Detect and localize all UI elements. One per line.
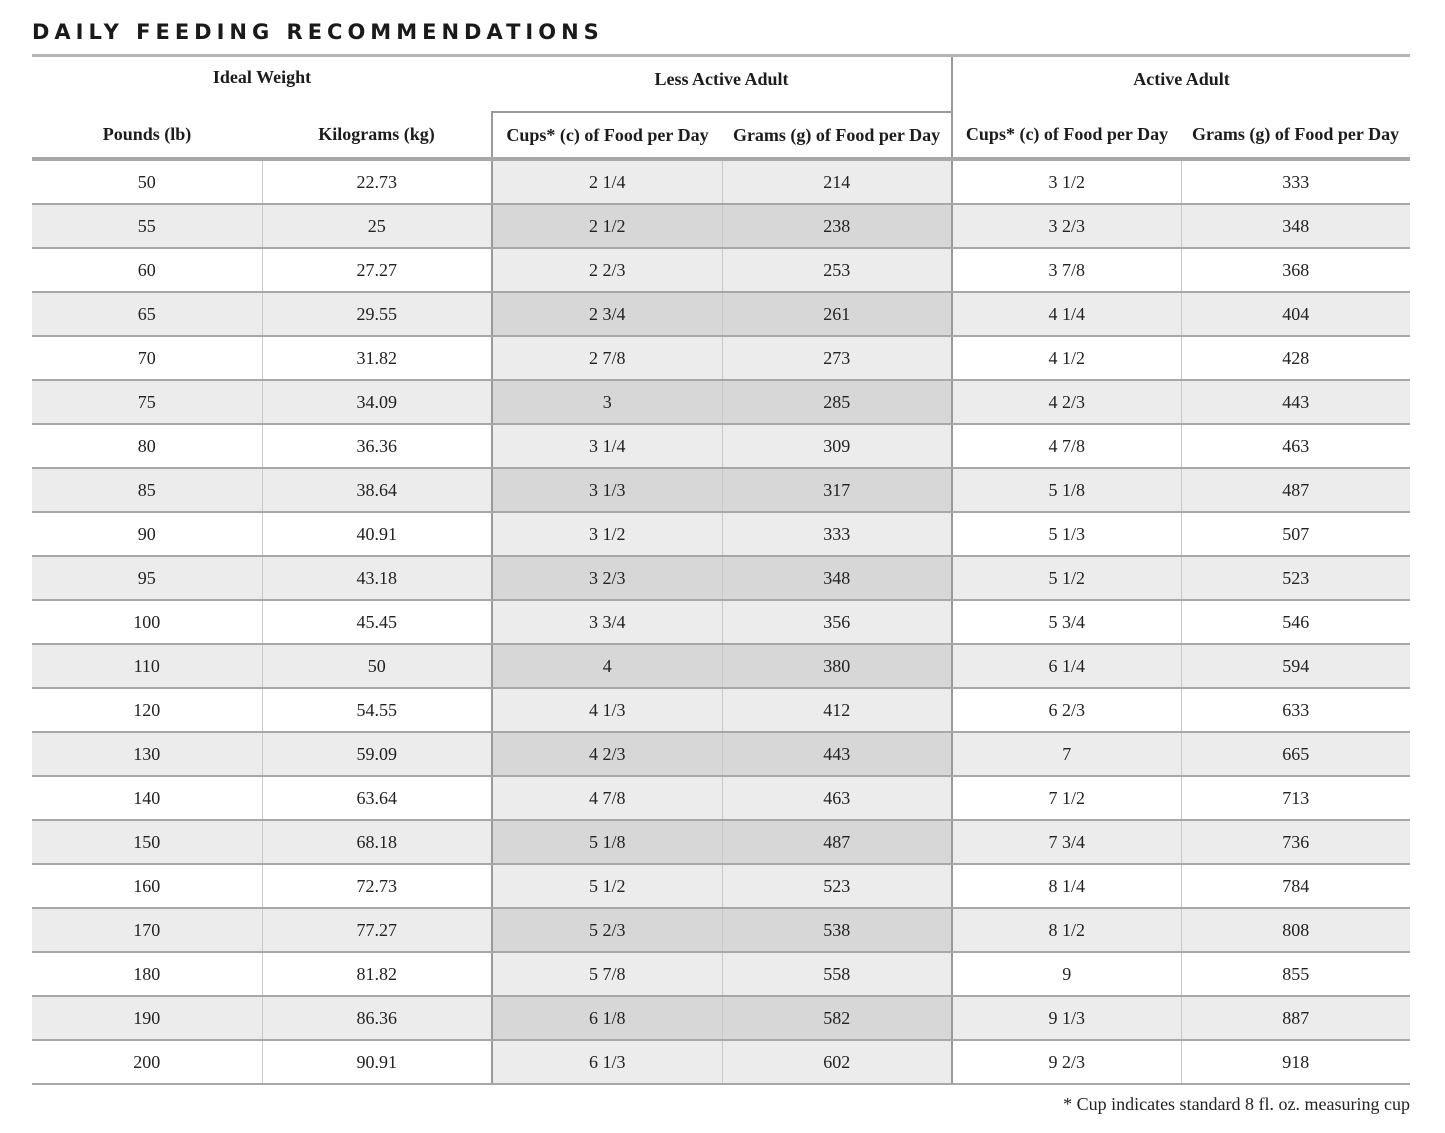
- cell-kilograms: 43.18: [262, 556, 492, 600]
- cell-active-grams: 487: [1181, 468, 1410, 512]
- column-header-less-active-cups: Cups* (c) of Food per Day: [492, 112, 722, 159]
- table-row: [32, 996, 1410, 1040]
- cell-active-cups: 5 3/4: [952, 600, 1181, 644]
- cell-less-active-grams: 523: [722, 864, 952, 908]
- cell-less-active-grams: 348: [722, 556, 952, 600]
- table-row: [32, 336, 1410, 380]
- cell-less-active-cups: 4 7/8: [492, 776, 722, 820]
- cell-kilograms: 36.36: [262, 424, 492, 468]
- cell-less-active-cups: 3 3/4: [492, 600, 722, 644]
- cell-active-cups: 5 1/3: [952, 512, 1181, 556]
- cell-less-active-cups: 2 2/3: [492, 248, 722, 292]
- table-row: [32, 424, 1410, 468]
- cell-pounds: 85: [32, 468, 262, 512]
- cell-active-cups: 6 1/4: [952, 644, 1181, 688]
- cell-kilograms: 34.09: [262, 380, 492, 424]
- table-row: [32, 908, 1410, 952]
- cell-kilograms: 54.55: [262, 688, 492, 732]
- cell-less-active-grams: 582: [722, 996, 952, 1040]
- cell-active-grams: 784: [1181, 864, 1410, 908]
- cell-pounds: 190: [32, 996, 262, 1040]
- cell-active-grams: 887: [1181, 996, 1410, 1040]
- cell-less-active-grams: 285: [722, 380, 952, 424]
- table-row: [32, 159, 1410, 204]
- cell-active-grams: 368: [1181, 248, 1410, 292]
- cell-kilograms: 25: [262, 204, 492, 248]
- cell-kilograms: 72.73: [262, 864, 492, 908]
- cell-kilograms: 86.36: [262, 996, 492, 1040]
- cell-active-cups: 5 1/8: [952, 468, 1181, 512]
- cell-less-active-grams: 253: [722, 248, 952, 292]
- cell-pounds: 160: [32, 864, 262, 908]
- table-row: [32, 864, 1410, 908]
- cell-kilograms: 27.27: [262, 248, 492, 292]
- cell-less-active-cups: 5 1/8: [492, 820, 722, 864]
- table-row: [32, 952, 1410, 996]
- cell-kilograms: 45.45: [262, 600, 492, 644]
- cell-less-active-cups: 5 7/8: [492, 952, 722, 996]
- cell-less-active-cups: 3 1/4: [492, 424, 722, 468]
- group-header-active-adult: Active Adult: [1133, 69, 1230, 89]
- cell-active-grams: 404: [1181, 292, 1410, 336]
- cell-active-grams: 507: [1181, 512, 1410, 556]
- cell-active-grams: 808: [1181, 908, 1410, 952]
- cell-pounds: 110: [32, 644, 262, 688]
- cell-pounds: 80: [32, 424, 262, 468]
- cell-active-cups: 3 7/8: [952, 248, 1181, 292]
- cell-pounds: 180: [32, 952, 262, 996]
- cell-kilograms: 68.18: [262, 820, 492, 864]
- cell-active-grams: 918: [1181, 1040, 1410, 1084]
- cell-less-active-cups: 6 1/3: [492, 1040, 722, 1084]
- cell-less-active-cups: 4: [492, 644, 722, 688]
- cell-pounds: 90: [32, 512, 262, 556]
- cell-active-grams: 463: [1181, 424, 1410, 468]
- cell-active-cups: 9: [952, 952, 1181, 996]
- cell-less-active-grams: 487: [722, 820, 952, 864]
- cell-active-grams: 736: [1181, 820, 1410, 864]
- feeding-table: [32, 57, 1410, 1085]
- cell-active-cups: 8 1/2: [952, 908, 1181, 952]
- table-row: [32, 292, 1410, 336]
- cell-kilograms: 38.64: [262, 468, 492, 512]
- cell-active-grams: 713: [1181, 776, 1410, 820]
- cell-active-cups: 3 1/2: [952, 159, 1181, 204]
- cell-less-active-grams: 380: [722, 644, 952, 688]
- cell-active-cups: 6 2/3: [952, 688, 1181, 732]
- table-row: [32, 204, 1410, 248]
- cell-active-grams: 333: [1181, 159, 1410, 204]
- cell-less-active-cups: 3 1/2: [492, 512, 722, 556]
- cell-less-active-cups: 2 1/2: [492, 204, 722, 248]
- cell-less-active-grams: 238: [722, 204, 952, 248]
- cell-less-active-grams: 214: [722, 159, 952, 204]
- cell-kilograms: 63.64: [262, 776, 492, 820]
- cell-less-active-cups: 5 2/3: [492, 908, 722, 952]
- table-row: [32, 732, 1410, 776]
- cell-active-grams: 855: [1181, 952, 1410, 996]
- cell-less-active-cups: 6 1/8: [492, 996, 722, 1040]
- cell-active-grams: 633: [1181, 688, 1410, 732]
- table-row: [32, 820, 1410, 864]
- cell-less-active-grams: 558: [722, 952, 952, 996]
- cell-active-cups: 4 1/4: [952, 292, 1181, 336]
- cell-less-active-cups: 4 1/3: [492, 688, 722, 732]
- cell-pounds: 170: [32, 908, 262, 952]
- cell-less-active-cups: 3 1/3: [492, 468, 722, 512]
- cell-kilograms: 81.82: [262, 952, 492, 996]
- cell-kilograms: 22.73: [262, 159, 492, 204]
- cell-less-active-grams: 602: [722, 1040, 952, 1084]
- cell-kilograms: 77.27: [262, 908, 492, 952]
- cell-less-active-grams: 309: [722, 424, 952, 468]
- cell-pounds: 130: [32, 732, 262, 776]
- group-header-ideal-weight: Ideal Weight: [212, 67, 312, 87]
- cell-less-active-cups: 5 1/2: [492, 864, 722, 908]
- table-row: [32, 468, 1410, 512]
- cell-kilograms: 31.82: [262, 336, 492, 380]
- table-row: [32, 556, 1410, 600]
- table-row: [32, 380, 1410, 424]
- cell-less-active-cups: 3: [492, 380, 722, 424]
- table-body: [32, 159, 1410, 1084]
- cell-active-cups: 7: [952, 732, 1181, 776]
- cell-less-active-grams: 356: [722, 600, 952, 644]
- cell-active-cups: 9 2/3: [952, 1040, 1181, 1084]
- cell-pounds: 100: [32, 600, 262, 644]
- cell-active-cups: 9 1/3: [952, 996, 1181, 1040]
- cell-active-cups: 8 1/4: [952, 864, 1181, 908]
- cell-active-cups: 3 2/3: [952, 204, 1181, 248]
- cell-pounds: 50: [32, 159, 262, 204]
- table-row: [32, 644, 1410, 688]
- column-header-active-cups: Cups* (c) of Food per Day: [952, 112, 1181, 159]
- cell-less-active-grams: 538: [722, 908, 952, 952]
- cell-active-grams: 546: [1181, 600, 1410, 644]
- table-row: [32, 776, 1410, 820]
- page-title: DAILY FEEDING RECOMMENDATIONS: [32, 20, 604, 44]
- table-row: [32, 512, 1410, 556]
- cell-less-active-cups: 2 1/4: [492, 159, 722, 204]
- cell-less-active-cups: 3 2/3: [492, 556, 722, 600]
- cell-less-active-grams: 412: [722, 688, 952, 732]
- cell-active-cups: 5 1/2: [952, 556, 1181, 600]
- cell-pounds: 55: [32, 204, 262, 248]
- cell-pounds: 120: [32, 688, 262, 732]
- cell-active-cups: 4 7/8: [952, 424, 1181, 468]
- cell-kilograms: 40.91: [262, 512, 492, 556]
- cell-active-cups: 7 1/2: [952, 776, 1181, 820]
- cell-pounds: 65: [32, 292, 262, 336]
- cell-active-grams: 594: [1181, 644, 1410, 688]
- cell-less-active-grams: 443: [722, 732, 952, 776]
- cell-pounds: 150: [32, 820, 262, 864]
- cell-active-grams: 443: [1181, 380, 1410, 424]
- cell-active-cups: 4 2/3: [952, 380, 1181, 424]
- cell-pounds: 140: [32, 776, 262, 820]
- group-header-less-active-adult: Less Active Adult: [492, 57, 952, 112]
- cell-less-active-grams: 261: [722, 292, 952, 336]
- cell-active-grams: 348: [1181, 204, 1410, 248]
- table-row: [32, 248, 1410, 292]
- cell-pounds: 70: [32, 336, 262, 380]
- cell-less-active-grams: 463: [722, 776, 952, 820]
- cell-less-active-grams: 333: [722, 512, 952, 556]
- cell-active-cups: 7 3/4: [952, 820, 1181, 864]
- cell-active-cups: 4 1/2: [952, 336, 1181, 380]
- cell-kilograms: 90.91: [262, 1040, 492, 1084]
- column-header-kilograms: Kilograms (kg): [262, 112, 492, 159]
- cell-kilograms: 59.09: [262, 732, 492, 776]
- cell-less-active-cups: 2 7/8: [492, 336, 722, 380]
- cell-pounds: 200: [32, 1040, 262, 1084]
- footnote: * Cup indicates standard 8 fl. oz. measuring cup: [1063, 1094, 1410, 1114]
- cell-kilograms: 29.55: [262, 292, 492, 336]
- column-header-active-grams: Grams (g) of Food per Day: [1181, 112, 1410, 159]
- cell-pounds: 95: [32, 556, 262, 600]
- cell-less-active-grams: 273: [722, 336, 952, 380]
- cell-pounds: 60: [32, 248, 262, 292]
- cell-active-grams: 665: [1181, 732, 1410, 776]
- cell-less-active-grams: 317: [722, 468, 952, 512]
- table-row: [32, 1040, 1410, 1084]
- cell-active-grams: 523: [1181, 556, 1410, 600]
- cell-active-grams: 428: [1181, 336, 1410, 380]
- table-row: [32, 600, 1410, 644]
- cell-less-active-cups: 2 3/4: [492, 292, 722, 336]
- table-row: [32, 688, 1410, 732]
- cell-kilograms: 50: [262, 644, 492, 688]
- cell-pounds: 75: [32, 380, 262, 424]
- column-header-less-active-grams: Grams (g) of Food per Day: [722, 112, 952, 159]
- cell-less-active-cups: 4 2/3: [492, 732, 722, 776]
- column-header-pounds: Pounds (lb): [32, 112, 262, 159]
